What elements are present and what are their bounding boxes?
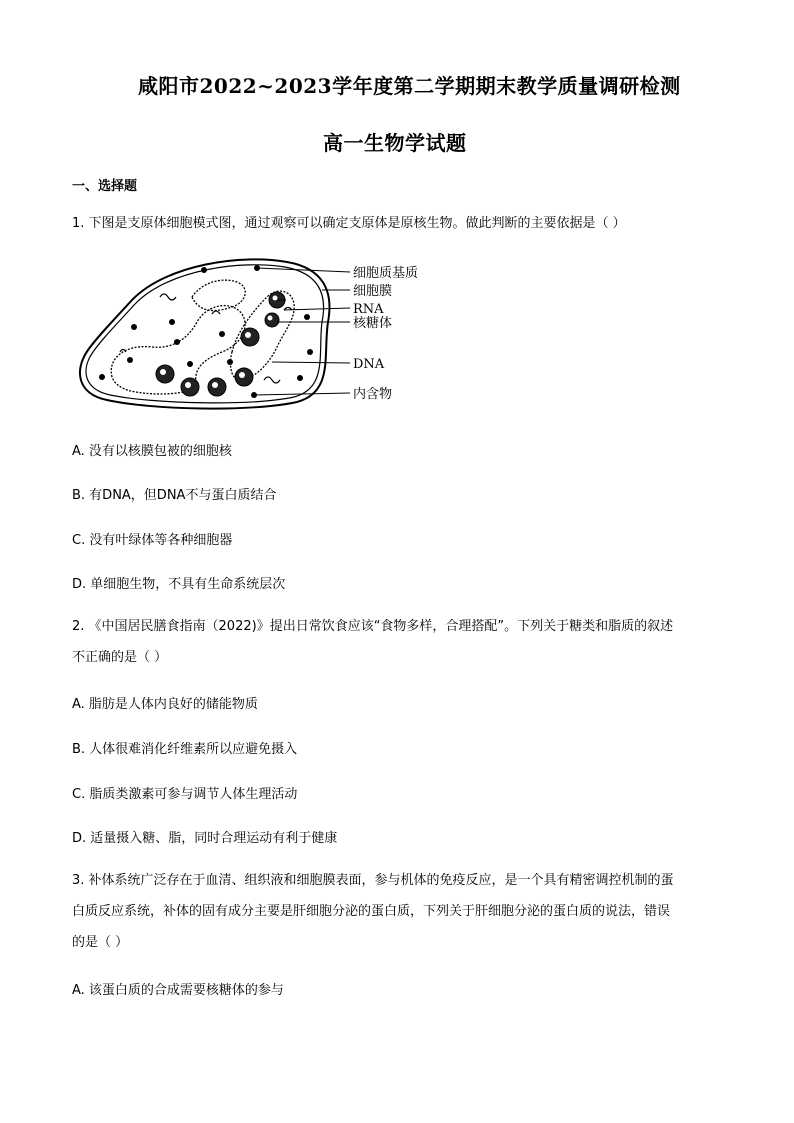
question-2-option-c: C. 脂质类激素可参与调节人体生理活动 xyxy=(72,787,298,802)
question-3-stem-line1: 3. 补体系统广泛存在于血清、组织液和细胞膜表面，参与机体的免疫反应，是一个具有精密调控机制的蛋 xyxy=(72,873,674,888)
question-2-option-d: D. 适量摄入糖、脂，同时合理运动有利于健康 xyxy=(72,831,338,846)
question-1-option-d: D. 单细胞生物，不具有生命系统层次 xyxy=(72,577,286,592)
section-heading: 一、选择题 xyxy=(72,179,138,194)
question-2-stem-line2: 不正确的是（ ） xyxy=(72,650,168,665)
question-1-option-a: A. 没有以核膜包被的细胞核 xyxy=(72,444,232,459)
label-cytoplasm-matrix: 细胞质基质 xyxy=(353,266,419,281)
label-inclusion: 内含物 xyxy=(353,387,393,402)
cell-membrane-outer xyxy=(80,259,330,408)
label-rna: RNA xyxy=(353,302,384,317)
dna-loop-left xyxy=(111,306,245,394)
question-2-option-a: A. 脂肪是人体内良好的储能物质 xyxy=(72,697,258,712)
question-1-option-b: B. 有DNA，但DNA不与蛋白质结合 xyxy=(72,488,277,503)
question-2-option-b: B. 人体很难消化纤维素所以应避免摄入 xyxy=(72,742,298,757)
question-1-stem: 1. 下图是支原体细胞模式图，通过观察可以确定支原体是原核生物。做此判断的主要依据是（ ） xyxy=(72,216,626,231)
label-ribosome: 核糖体 xyxy=(353,316,393,331)
label-dna: DNA xyxy=(353,357,385,372)
question-3-option-a: A. 该蛋白质的合成需要核糖体的参与 xyxy=(72,983,284,998)
dna-loop-right xyxy=(230,291,294,380)
question-2-stem-line1: 2. 《中国居民膳食指南（2022)》提出日常饮食应该“食物多样，合理搭配”。下列关于糖类和脂质的叙述 xyxy=(72,619,674,634)
rna-strands xyxy=(120,294,292,383)
question-1-option-c: C. 没有叶绿体等各种细胞器 xyxy=(72,533,233,548)
label-cell-membrane: 细胞膜 xyxy=(353,284,393,299)
exam-title: 咸阳市2022~2023学年度第二学期期末教学质量调研检测 xyxy=(138,74,681,98)
cell-membrane-inner xyxy=(86,265,324,403)
question-3-stem-line2: 白质反应系统，补体的固有成分主要是肝细胞分泌的蛋白质，下列关于肝细胞分泌的蛋白质的说法，错误 xyxy=(72,904,671,919)
question-3-stem-line3: 的是（ ） xyxy=(72,935,129,950)
mycoplasma-cell-diagram xyxy=(72,252,432,414)
exam-subtitle: 高一生物学试题 xyxy=(323,131,467,155)
